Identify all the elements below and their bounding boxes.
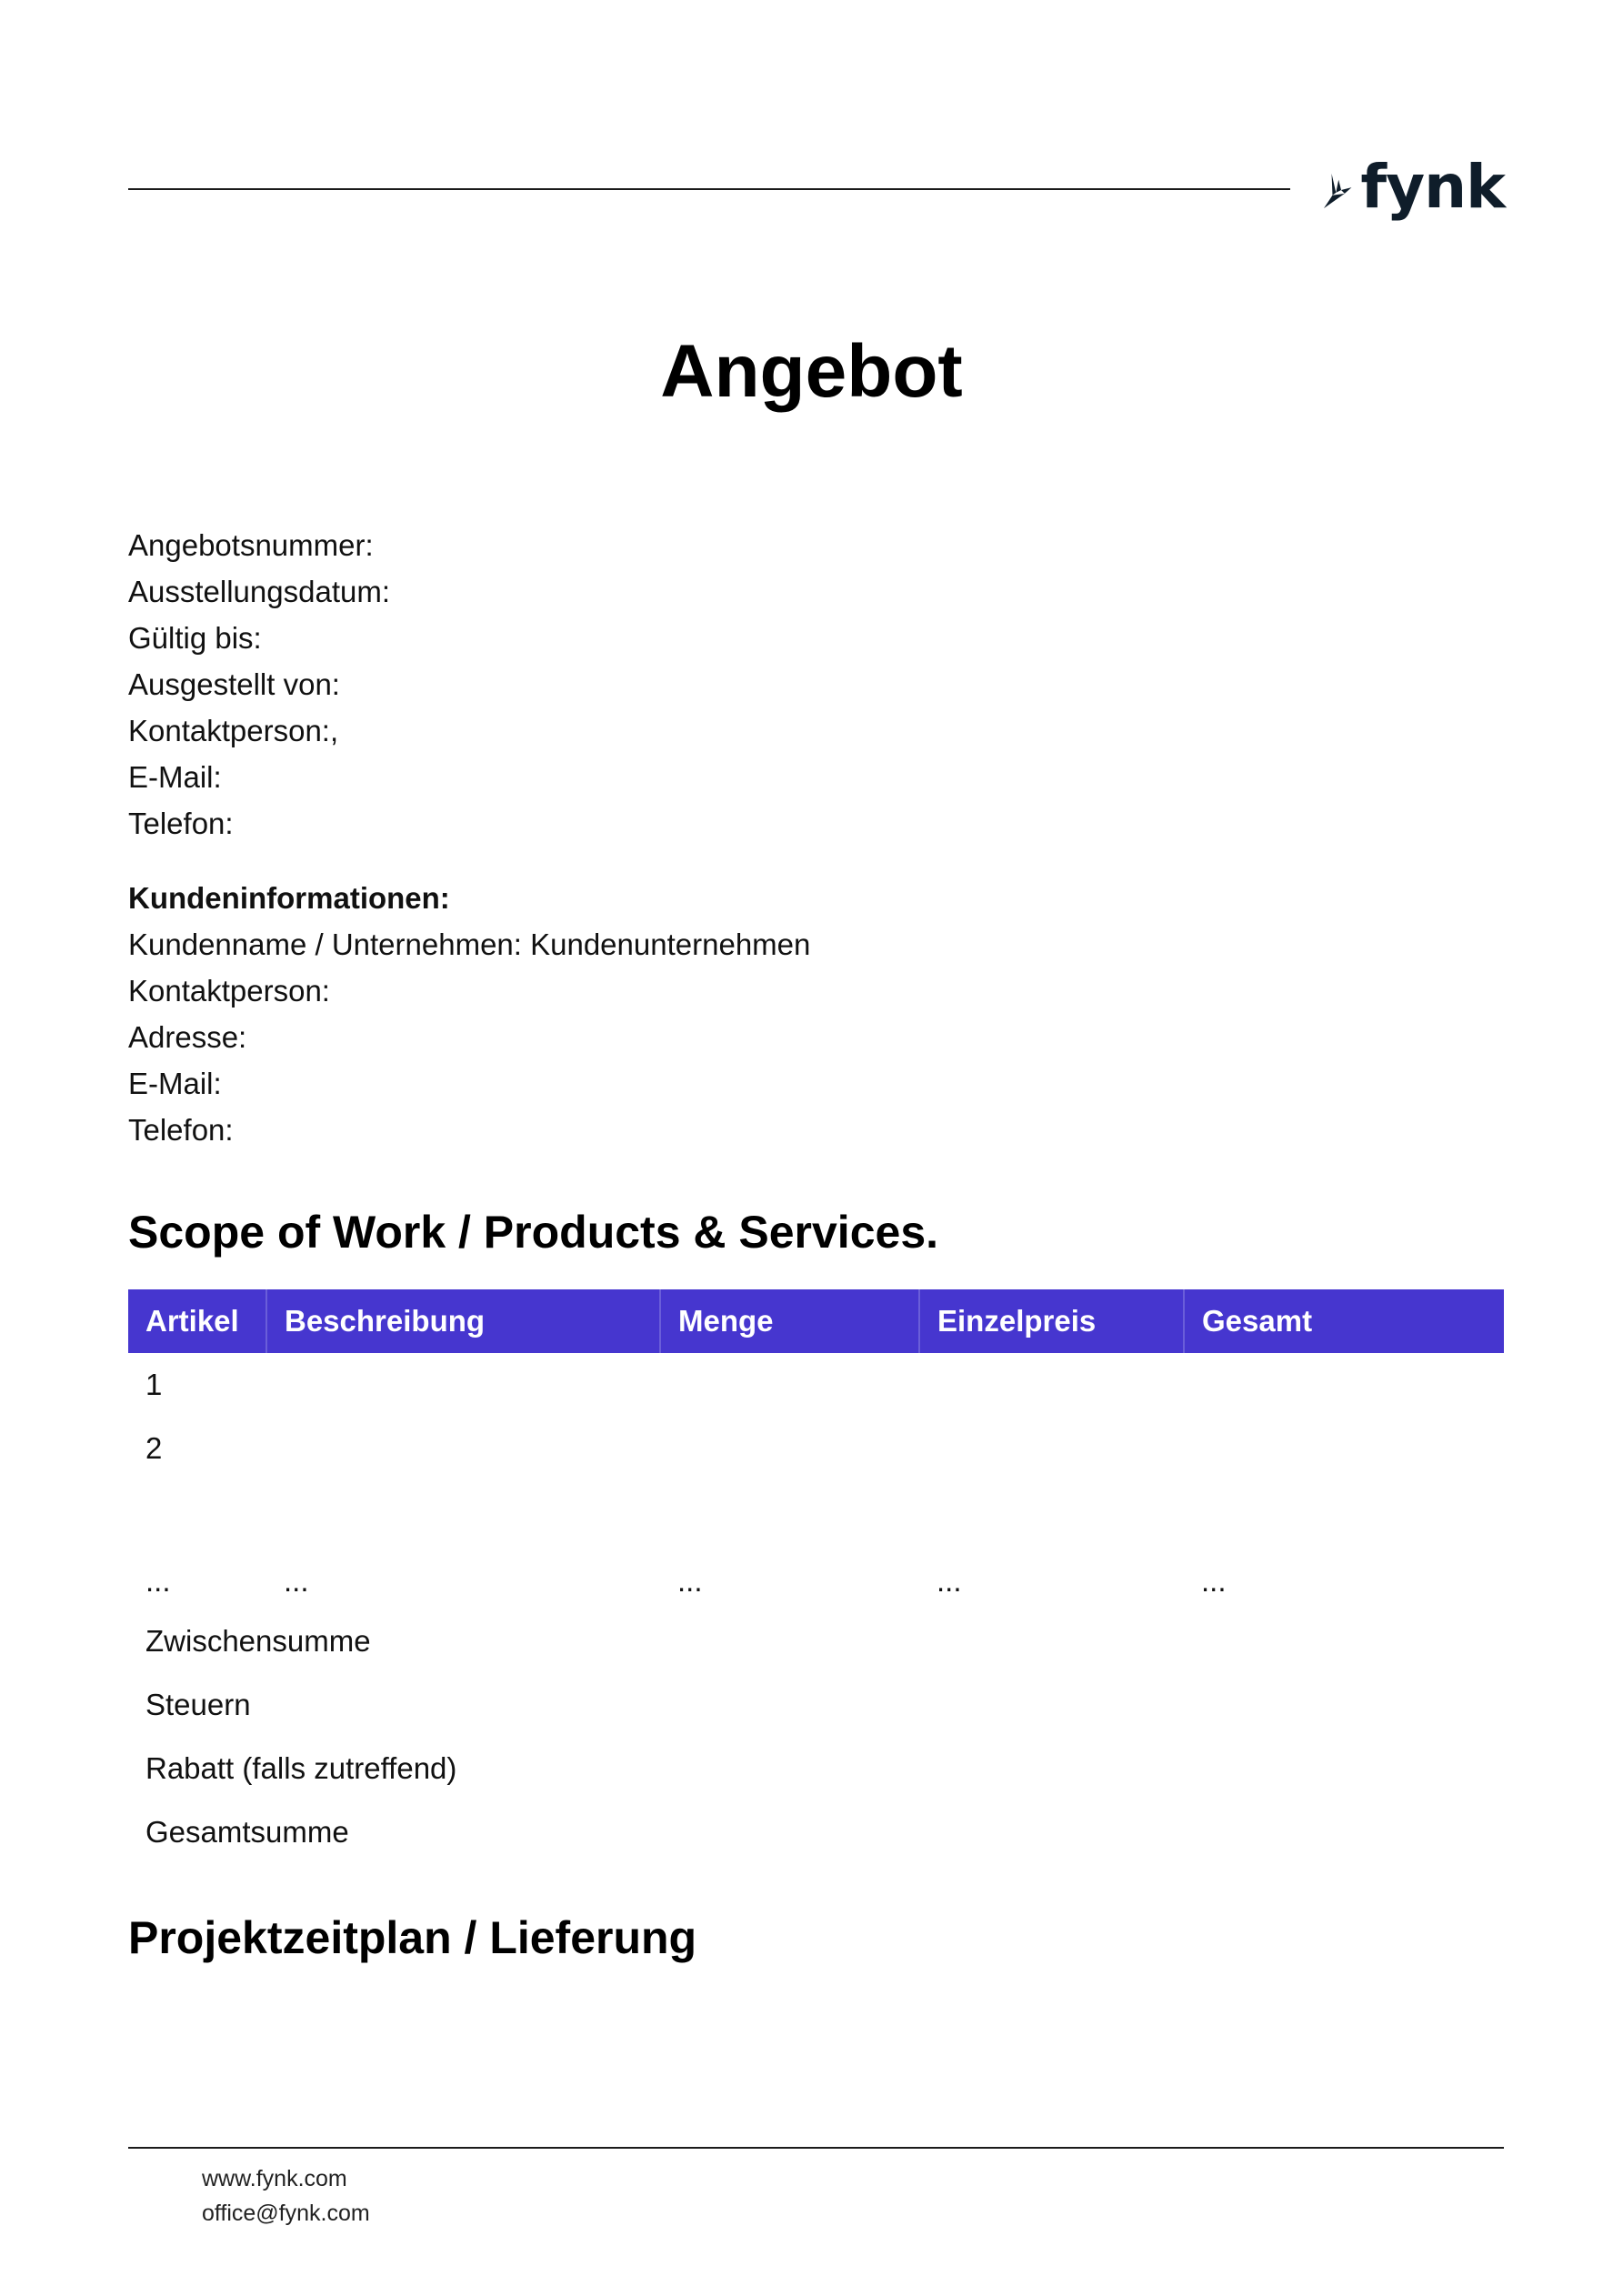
table-cell [919, 1417, 1184, 1480]
phone-label: Telefon: [128, 807, 234, 840]
summary-row-taxes [128, 1673, 1504, 1737]
column-header-beschreibung: Beschreibung [266, 1289, 660, 1353]
summary-label: Rabatt (falls zutreffend) [145, 1751, 457, 1785]
brand-name: fynk [1360, 152, 1505, 222]
summary-label: Zwischensumme [145, 1624, 371, 1658]
email-label: E-Mail: [128, 760, 222, 794]
issue-date-label: Ausstellungsdatum: [128, 575, 390, 608]
column-header-artikel: Artikel [128, 1289, 266, 1353]
summary-label: Steuern [145, 1688, 251, 1721]
customer-address-label: Adresse: [128, 1020, 247, 1054]
valid-until-label: Gültig bis: [128, 621, 262, 655]
customer-contact-label: Kontaktperson: [128, 974, 330, 1008]
table-cell: 2 [145, 1431, 163, 1465]
table-cell: ... [677, 1564, 703, 1598]
table-cell [660, 1417, 919, 1480]
table-cell [919, 1353, 1184, 1417]
offer-info-block [128, 522, 390, 847]
brand-logo [1323, 150, 1505, 232]
customer-info-block [128, 875, 810, 1153]
table-row [128, 1480, 1504, 1609]
summary-row-discount [128, 1737, 1504, 1800]
table-cell [660, 1353, 919, 1417]
table-cell [1184, 1353, 1504, 1417]
table-cell [266, 1417, 660, 1480]
table-row [128, 1417, 1504, 1480]
items-table [128, 1289, 1504, 1864]
origami-bird-icon [1323, 153, 1353, 229]
scope-heading: Scope of Work / Products & Services. [128, 1207, 939, 1258]
column-header-einzelpreis: Einzelpreis [919, 1289, 1184, 1353]
table-cell: ... [145, 1564, 171, 1598]
footer-email: office@fynk.com [202, 2201, 370, 2226]
header-divider [128, 188, 1290, 190]
table-header-row [128, 1289, 1504, 1353]
footer-website: www.fynk.com [202, 2166, 347, 2191]
table-cell [266, 1353, 660, 1417]
table-cell: ... [284, 1564, 309, 1598]
timeline-heading: Projektzeitplan / Lieferung [128, 1912, 697, 1963]
offer-number-label: Angebotsnummer: [128, 528, 374, 562]
footer [202, 2161, 370, 2231]
table-cell: ... [1201, 1564, 1227, 1598]
customer-name-label: Kundenname / Unternehmen: Kundenunternehmen [128, 927, 811, 961]
summary-row-subtotal [128, 1609, 1504, 1673]
footer-divider [128, 2147, 1504, 2149]
column-header-menge: Menge [660, 1289, 919, 1353]
customer-phone-label: Telefon: [128, 1113, 234, 1147]
document-title: Angebot [660, 330, 963, 413]
column-header-gesamt: Gesamt [1184, 1289, 1504, 1353]
customer-email-label: E-Mail: [128, 1067, 222, 1100]
table-cell: ... [937, 1564, 962, 1598]
contact-person-label: Kontaktperson:, [128, 714, 339, 747]
table-cell [1184, 1417, 1504, 1480]
summary-row-total [128, 1800, 1504, 1864]
summary-label: Gesamtsumme [145, 1815, 349, 1849]
issued-by-label: Ausgestellt von: [128, 667, 340, 701]
customer-info-heading: Kundeninformationen: [128, 881, 450, 915]
table-row [128, 1353, 1504, 1417]
table-cell: 1 [145, 1368, 163, 1401]
